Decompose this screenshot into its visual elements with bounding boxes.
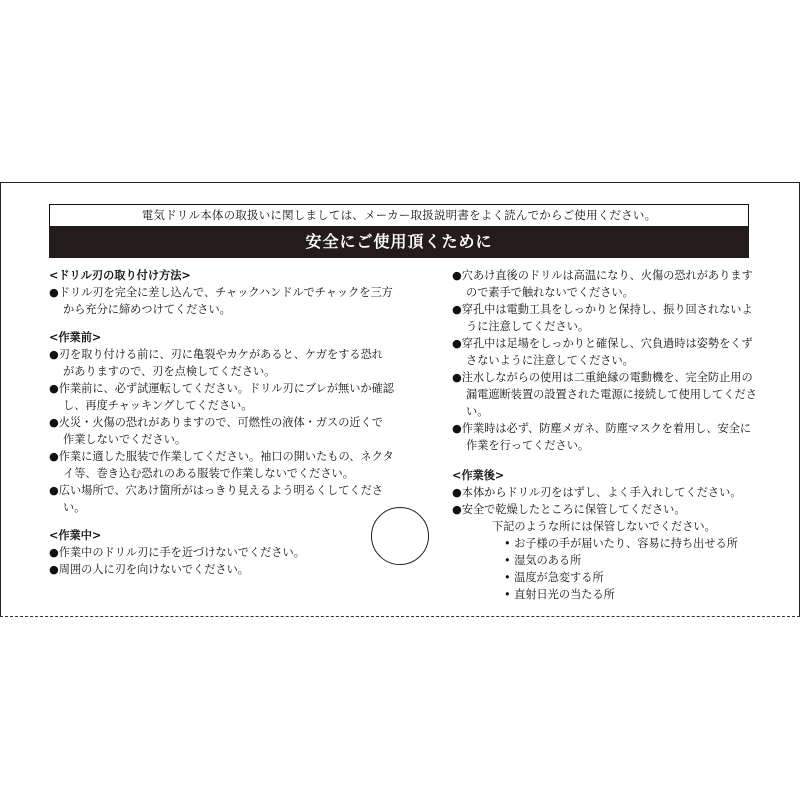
section-during-continued [452,267,757,454]
list-item: ●安全で乾燥したところに保管してください。 [452,503,686,516]
cut-line [0,616,800,617]
list-item: ●作業前に、必ず試運転してください。ドリル刃にブレが無いか確認し、再度チャッキングしてください。 [49,382,394,412]
list-item: ●作業時は必ず、防塵メガネ、防塵マスクを着用し、安全に作業を行ってください。 [452,422,752,452]
list-item: ●作業中のドリル刃に手を近づけないでください。 [49,546,305,559]
list-item: ●穿孔中は電動工具をしっかりと保持し、振り回されないように注意してください。 [452,303,753,333]
section-during [49,527,394,578]
safety-banner: 安全にご使用頂くために [49,226,749,258]
manual-notice: 電気ドリル本体の取扱いに関しましては、メーカー取扱説明書をよく読んでからご使用ください。 [49,204,749,226]
section-heading: <作業中> [49,529,102,542]
section-before [49,329,394,516]
list-item: ●穴あけ直後のドリルは高温になり、火傷の恐れがありますので素手で触れないでください。 [452,269,753,299]
storage-note: 下記のような所には保管しないでください。 [492,520,716,533]
hang-hole-circle [371,507,429,565]
left-column [49,267,394,578]
storage-sub-item: • 温度が急変する所 [504,571,604,584]
card-left-border [0,182,1,616]
list-item: ●広い場所で、穴あけ箇所がはっきり見えるよう明るくしてください。 [49,484,383,514]
right-column [452,267,757,603]
section-after [452,467,757,603]
storage-sub-item: • お子様の手が届いたり、容易に持ち出せる所 [504,537,738,550]
list-item: ●作業に適した服装で作業してください。袖口の開いたもの、ネクタイ等、巻き込む恐れのある服装で作業しないでください。 [49,450,394,480]
list-item: ●注水しながらの使用は二重絶縁の電動機を、完全防止用の漏電遮断装置の設置された電源に接続して使用してください。 [452,371,757,418]
list-item: ●穿孔中は足場をしっかりと確保し、穴負過時は姿勢をくずさないように注意してください。 [452,337,753,367]
list-item: ●本体からドリル刃をはずし、よく手入れしてください。 [452,486,742,499]
section-heading: <作業後> [452,469,505,482]
list-item: ●周囲の人に刃を向けないでください。 [49,563,249,576]
list-item: ●ドリル刃を完全に差し込んで、チャックハンドルでチャックを三方から充分に締めつけてください。 [49,286,393,316]
section-mounting [49,267,394,318]
storage-sub-item: • 直射日光の当たる所 [504,588,615,601]
list-item: ●火災・火傷の恐れがありますので、可燃性の液体・ガスの近くで作業しないでください。 [49,416,383,446]
section-heading: <作業前> [49,331,102,344]
section-heading: <ドリル刃の取り付け方法> [49,269,191,282]
list-item: ●刃を取り付ける前に、刃に亀裂やカケがあると、ケガをする恐れがありますので、刃を点検してください。 [49,348,383,378]
card-top-border [0,182,800,183]
storage-sub-item: • 湿気のある所 [504,554,582,567]
